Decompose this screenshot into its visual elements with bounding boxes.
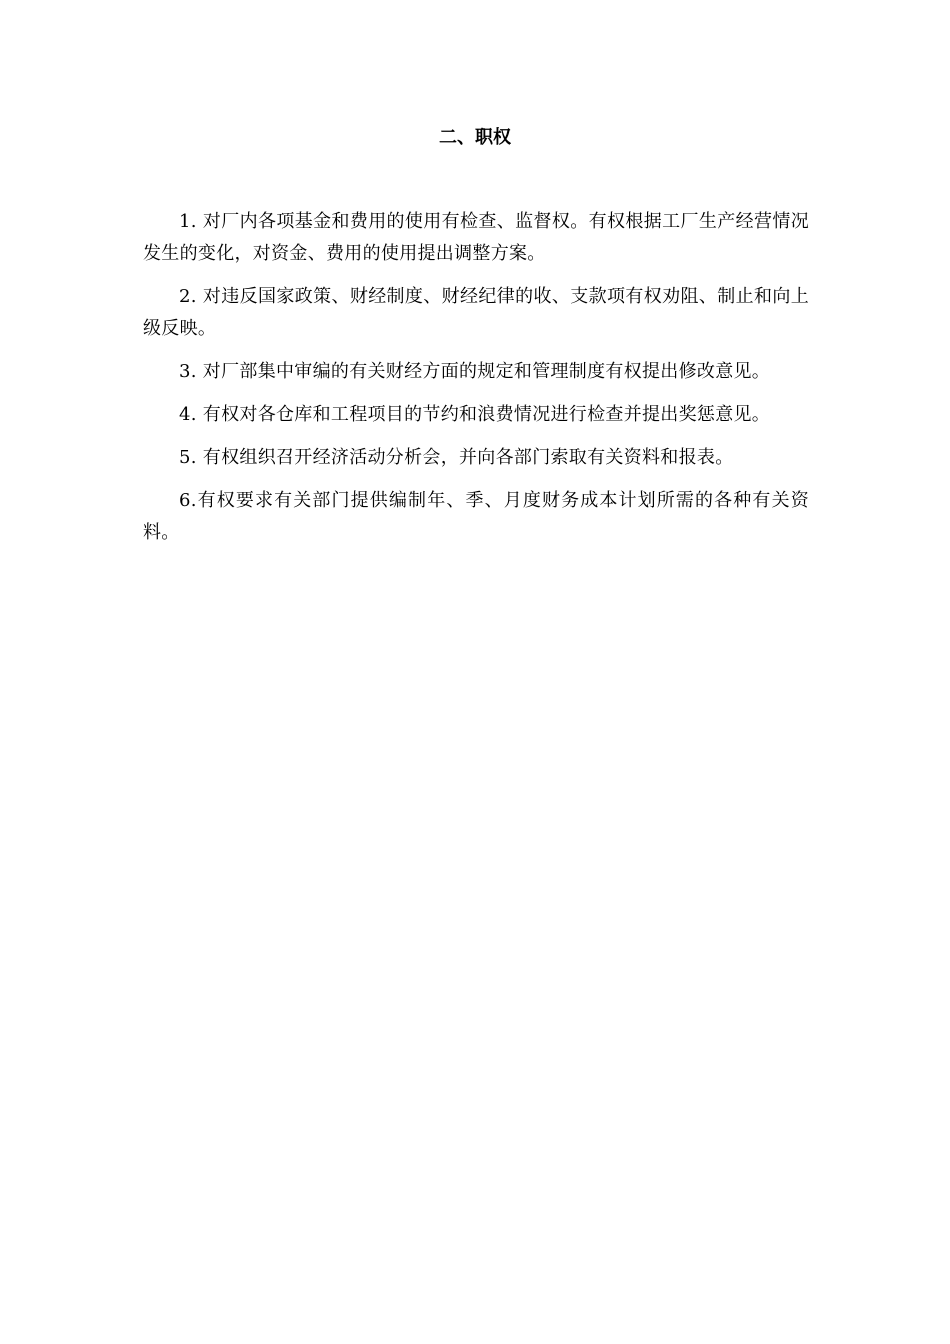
list-item-2: 2. 对违反国家政策、财经制度、财经纪律的收、支款项有权劝阻、制止和向上级反映。: [143, 286, 809, 339]
section-body: [143, 206, 809, 560]
section-title: 二、职权: [439, 127, 511, 148]
list-item-5: 5. 有权组织召开经济活动分析会，并向各部门索取有关资料和报表。: [179, 447, 734, 468]
list-item-1: 1. 对厂内各项基金和费用的使用有检查、监督权。有权根据工厂生产经营情况发生的变化，对资金、费用的使用提出调整方案。: [143, 211, 809, 264]
list-item-4: 4. 有权对各仓库和工程项目的节约和浪费情况进行检查并提出奖惩意见。: [179, 404, 771, 425]
list-item-6: 6.有权要求有关部门提供编制年、季、月度财务成本计划所需的各种有关资料。: [143, 490, 809, 543]
list-item-3: 3. 对厂部集中审编的有关财经方面的规定和管理制度有权提出修改意见。: [179, 361, 771, 382]
